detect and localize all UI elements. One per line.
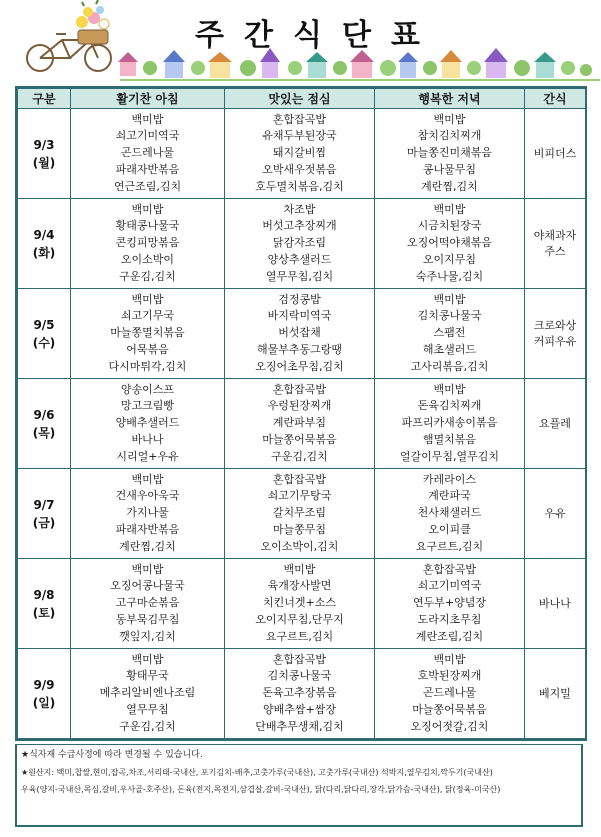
menu-item: 치킨너겟+소스 [263,596,336,610]
menu-item: 오박새우젓볶음 [262,162,337,176]
menu-item: 백미밥 [131,292,164,306]
menu-item: 콩나물무침 [422,162,477,176]
menu-item: 해물부추동그랑땡 [256,342,342,356]
menu-item: 김치콩나물국 [267,669,332,683]
menu-item: 요플레 [539,416,571,430]
header-dinner: 행복한 저녁 [375,89,525,109]
day-date: 9/8 [33,587,55,602]
menu-item: 단배추무생채,김치 [255,719,344,733]
menu-item: 혼합잡곡밥 [272,382,327,396]
bicycle-icon [27,30,111,71]
menu-item: 계란조림,김치 [415,629,484,643]
menu-item: 백미밥 [131,202,164,216]
menu-item: 오이지무침,단무지 [255,612,344,626]
breakfast-cell [71,469,225,559]
menu-item: 갈치무조림 [272,506,327,520]
menu-item: 계란찜,김치 [421,179,478,193]
menu-item: 열무무침,김치 [265,269,334,283]
menu-item: 어묵볶음 [126,342,169,356]
menu-item: 백미밥 [433,652,466,666]
breakfast-cell [71,199,225,289]
menu-item: 검정콩밥 [278,292,321,306]
day-weekday: (수) [32,335,56,350]
lunch-cell [225,559,375,649]
menu-item: 닭감자조림 [272,236,327,250]
table-row [18,199,586,289]
menu-item: 오징어젓갈,김치 [410,719,489,733]
menu-item: 계란파국 [428,489,471,503]
table-header-row [18,89,586,109]
menu-item: 파래자반볶음 [115,522,180,536]
breakfast-cell [71,649,225,739]
menu-item: 야채과자 [533,228,577,242]
menu-item: 양송이스프 [120,382,175,396]
menu-item: 오징어콩나물국 [110,579,185,593]
menu-item: 바나나 [131,432,164,446]
menu-item: 마늘쫑어묵볶음 [262,432,337,446]
day-date: 9/4 [33,227,55,242]
header-snack: 간식 [525,89,586,109]
table-row [18,289,586,379]
dinner-cell [375,379,525,469]
day-date: 9/3 [33,137,55,152]
menu-item: 구운김,김치 [119,719,176,733]
menu-item: 오이소박이,김치 [260,539,339,553]
snack-cell [525,109,586,199]
menu-item: 마늘쫑무침 [272,522,327,536]
day-date: 9/9 [33,677,55,692]
day-weekday: (목) [32,425,56,440]
menu-item: 오이피클 [428,522,471,536]
menu-item: 백미밥 [283,562,316,576]
menu-item: 백미밥 [433,382,466,396]
table-body [18,109,586,739]
table-row [18,469,586,559]
lunch-cell [225,109,375,199]
menu-item: 양상추샐러드 [267,252,332,266]
note-line: 우육(양지-국내산,목심,갈비,우사골-호주산), 돈육(전지,목전지,삼겹살,갈비-국내산), 닭(다리,닭다리,장각,닭가슴-국내산), 닭(정육-미국산) [21,785,501,794]
menu-item: 백미밥 [433,202,466,216]
menu-item: 황태무국 [126,669,169,683]
day-cell [18,109,71,199]
day-weekday: (일) [32,695,56,710]
header-breakfast: 활기찬 아침 [71,89,225,109]
snack-cell [525,379,586,469]
menu-item: 콘킹피망볶음 [115,236,180,250]
menu-item: 얼갈이무침,열무김치 [399,449,500,463]
snack-cell [525,649,586,739]
flower-icon [76,0,109,29]
day-weekday: (금) [32,515,56,530]
day-weekday: (화) [32,245,56,260]
menu-item: 쇠고기무국 [120,309,175,323]
menu-item: 비피더스 [533,146,577,160]
menu-item: 양배추쌈+쌈장 [263,702,336,716]
menu-item: 쇠고기무탕국 [267,489,332,503]
day-cell [18,649,71,739]
menu-item: 우유 [544,506,566,520]
breakfast-cell [71,559,225,649]
menu-item: 백미밥 [433,292,466,306]
lunch-cell [225,379,375,469]
menu-item: 마늘쫑멸치볶음 [110,326,185,340]
breakfast-cell [71,109,225,199]
table-row [18,649,586,739]
menu-item: 시금치된장국 [417,219,482,233]
menu-item: 쇠고기미역국 [115,129,180,143]
menu-item: 곤드레나물 [120,146,175,160]
menu-item: 호두멸치볶음,김치 [255,179,344,193]
menu-item: 베지밀 [539,686,571,700]
menu-item: 버섯잡채 [278,326,321,340]
menu-item: 양배추샐러드 [115,416,180,430]
menu-item: 혼합잡곡밥 [272,112,327,126]
menu-item: 도라지초무침 [417,612,482,626]
menu-item: 열무무침 [126,702,169,716]
menu-item: 고사리볶음,김치 [410,359,489,373]
table-row [18,109,586,199]
menu-item: 건새우아욱국 [115,489,180,503]
menu-item: 주스 [544,244,566,258]
menu-item: 혼합잡곡밥 [422,562,477,576]
menu-item: 메추리알비엔나조림 [99,686,196,700]
breakfast-cell [71,289,225,379]
menu-item: 연두부+양념장 [413,596,486,610]
day-cell [18,289,71,379]
day-date: 9/5 [33,317,55,332]
menu-item: 파래자반볶음 [115,162,180,176]
menu-item: 오이지무침 [422,252,477,266]
day-weekday: (월) [32,155,56,170]
notes-section [15,744,583,827]
menu-item: 요구르트,김치 [415,539,484,553]
menu-item: 구운김,김치 [119,269,176,283]
menu-item: 오징어떡야채볶음 [406,236,492,250]
menu-item: 스팸전 [433,326,466,340]
menu-item: 마늘쫑어묵볶음 [412,702,487,716]
menu-item: 깻잎지,김치 [119,629,176,643]
table-row [18,379,586,469]
breakfast-cell [71,379,225,469]
day-cell [18,379,71,469]
menu-item: 연근조림,김치 [113,179,182,193]
lunch-cell [225,469,375,559]
menu-item: 김치콩나물국 [417,309,482,323]
dinner-cell [375,649,525,739]
menu-item: 백미밥 [131,112,164,126]
menu-item: 커피우유 [533,334,577,348]
menu-item: 파프리카새송이볶음 [401,416,498,430]
header-category: 구분 [18,89,71,109]
menu-item: 버섯고추장찌개 [262,219,337,233]
menu-item: 돈육김치찌개 [417,399,482,413]
menu-item: 백미밥 [131,562,164,576]
menu-item: 참치김치찌개 [417,129,482,143]
menu-item: 고구마순볶음 [115,596,180,610]
table-row [18,559,586,649]
day-cell [18,469,71,559]
dinner-cell [375,559,525,649]
lunch-cell [225,199,375,289]
menu-item: 돼지갈비찜 [272,146,327,160]
day-weekday: (토) [32,605,56,620]
snack-cell [525,199,586,289]
menu-item: 바나나 [539,596,571,610]
menu-item: 햄멸치볶음 [422,432,477,446]
menu-item: 다시마튀각,김치 [108,359,187,373]
menu-item: 천사채샐러드 [417,506,482,520]
menu-item: 혼합잡곡밥 [272,652,327,666]
menu-item: 백미밥 [433,112,466,126]
menu-item: 차조밥 [283,202,316,216]
menu-item: 오징어초무침,김치 [255,359,344,373]
menu-item: 쇠고기미역국 [417,579,482,593]
dinner-cell [375,109,525,199]
menu-item: 육개장사발면 [267,579,332,593]
day-cell [18,199,71,289]
menu-item: 구운김,김치 [271,449,328,463]
menu-table-wrapper [15,86,587,741]
menu-item: 곤드레나물 [422,686,477,700]
note-line: ★식자재 수급사정에 따라 변경될 수 있습니다. [21,750,203,760]
dinner-cell [375,199,525,289]
menu-item: 해초샐러드 [422,342,477,356]
menu-item: 백미밥 [131,472,164,486]
day-date: 9/7 [33,497,55,512]
lunch-cell [225,289,375,379]
header-lunch: 맛있는 점심 [225,89,375,109]
menu-item: 시리얼+우유 [116,449,179,463]
page-title: 주간식단표 [195,18,440,53]
lunch-cell [225,649,375,739]
weekly-menu-table [17,88,586,739]
menu-item: 마늘쫑진미채볶음 [406,146,492,160]
snack-cell [525,469,586,559]
menu-item: 돈육고추장볶음 [262,686,337,700]
day-cell [18,559,71,649]
menu-item: 오이소박이 [120,252,175,266]
menu-item: 계란파부침 [272,416,327,430]
menu-item: 유채두부된장국 [262,129,337,143]
menu-item: 계란찜,김치 [119,539,176,553]
menu-item: 혼합잡곡밥 [272,472,327,486]
header-banner [0,0,601,84]
menu-item: 우렁된장찌개 [267,399,332,413]
menu-item: 호박된장찌개 [417,669,482,683]
day-date: 9/6 [33,407,55,422]
snack-cell [525,559,586,649]
dinner-cell [375,469,525,559]
menu-item: 가지나물 [126,506,169,520]
menu-item: 황태콩나물국 [115,219,180,233]
snack-cell [525,289,586,379]
note-line: ★원산지: 백미,찹쌀,현미,잡곡,차조,서리태-국내산, 포기김치-배추,고춧가루(국내산), 고춧가루(국내산) 석박지,열무김치,깍두기(국내산) [21,768,493,777]
menu-item: 카레라이스 [422,472,477,486]
menu-item: 크로와상 [533,318,577,332]
menu-item: 망고크림빵 [120,399,175,413]
menu-item: 백미밥 [131,652,164,666]
menu-item: 바지락미역국 [267,309,332,323]
menu-item: 숙주나물,김치 [415,269,484,283]
menu-item: 요구르트,김치 [265,629,334,643]
menu-item: 동부묵김무침 [115,612,180,626]
dinner-cell [375,289,525,379]
